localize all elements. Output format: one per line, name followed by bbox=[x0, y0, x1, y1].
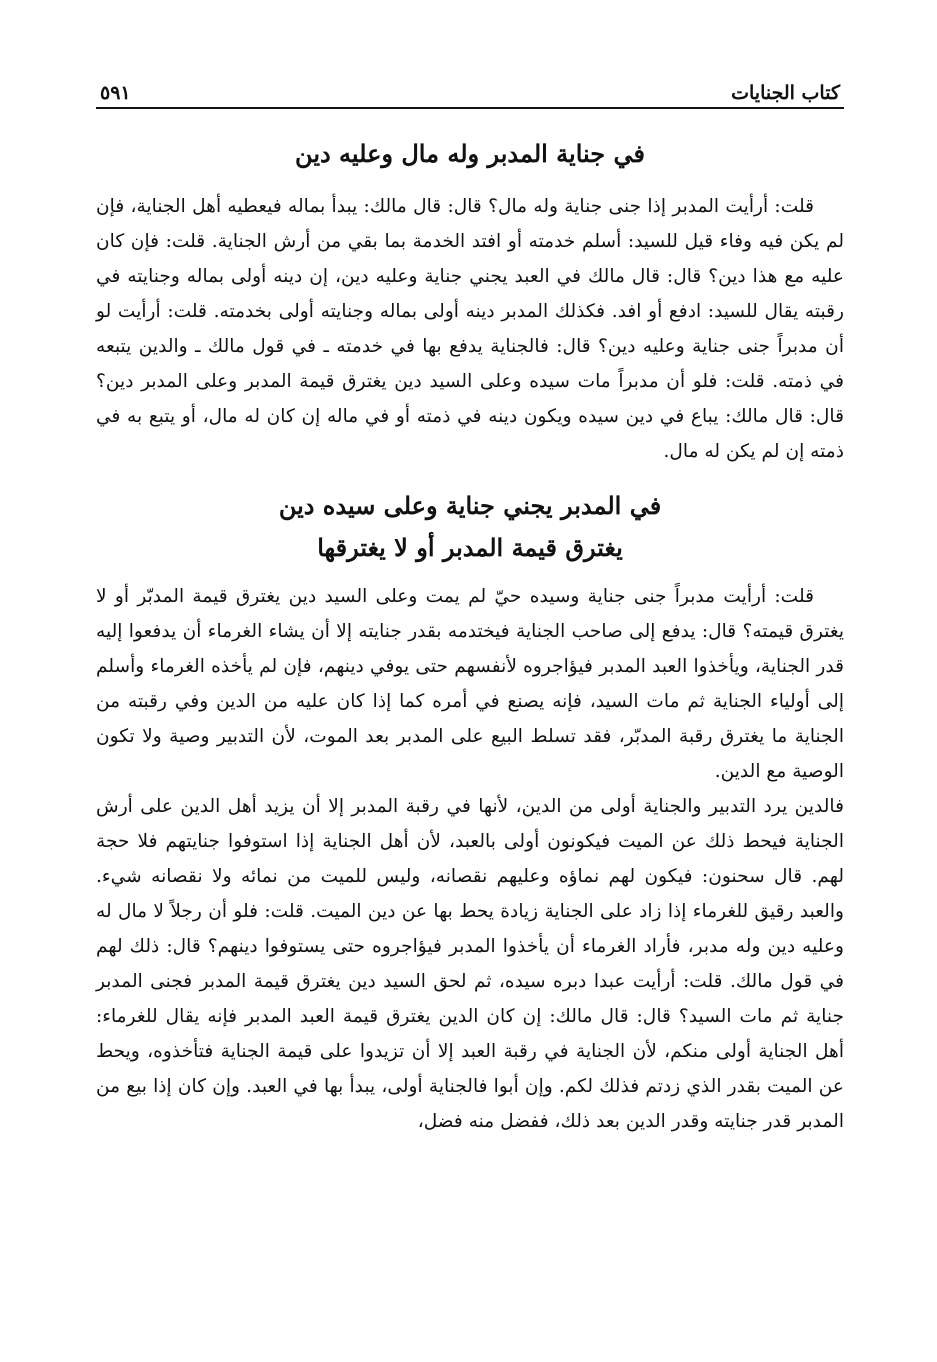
page-number: ٥٩١ bbox=[100, 82, 131, 104]
section-2-paragraph-1: قلت: أرأيت مدبراً جنى جناية وسيده حيّ لم يمت وعلى السيد دين يغترق قيمة المدبّر أو لا يغترق قيمته؟ قال: يدفع إلى صاحب الجناية فيختدمه بقدر جنايته إلا أن يشاء الغرماء أن يدفعوا إليه قدر الجناية، ويأخذوا العبد المدبر فيؤاجروه لأنفسهم حتى يوفي دينهم، فإن لم يأخذه الغرماء وأسلم إلى أولياء الجناية ثم مات السيد، فإنه يصنع في أمره كما إذا كان عليه من الدين وفي رقبته من الجناية ما يغترق رقبة المدبّر، فقد تسلط البيع على المدبر بعد الموت، لأن التدبير وصية ولا تكون الوصية مع الدين. bbox=[96, 586, 844, 782]
header-rule bbox=[96, 107, 844, 109]
running-header bbox=[96, 70, 844, 104]
section-heading-2-line-1: في المدبر يجني جناية وعلى سيده دين bbox=[278, 491, 662, 520]
section-heading-1: في جناية المدبر وله مال وعليه دين bbox=[295, 139, 645, 168]
book-title: كتاب الجنايات bbox=[731, 82, 840, 104]
section-heading-2-line-2: يغترق قيمة المدبر أو لا يغترقها bbox=[317, 533, 623, 562]
section-2-paragraph-2: فالدين يرد التدبير والجناية أولى من الدين، لأنها في رقبة المدبر إلا أن يزيد أهل الدين على أرش الجناية فيحط ذلك عن الميت فيكونون أولى بالعبد، لأن أهل الجناية إذا استوفوا جنايتهم فلا حجة لهم. قال سحنون: فيكون لهم نماؤه وعليهم نقصانه، وليس للميت من نمائه ولا نقصانه شيء. والعبد رقيق للغرماء إذا زاد على الجناية زيادة يحط بها عن دين الميت. قلت: فلو أن رجلاً لا مال له وعليه دين وله مدبر، فأراد الغرماء أن يأخذوا المدبر فيؤاجروه حتى يستوفوا دينهم؟ قال: ذلك لهم في قول مالك. قلت: أرأيت عبدا دبره سيده، ثم لحق السيد دين يغترق قيمة المدبر فجنى المدبر جناية ثم مات السيد؟ قال: قال مالك: إن كان الدين يغترق قيمة العبد المدبر فإنه يقال للغرماء: أهل الجناية أولى منكم، لأن الجناية في رقبة العبد إلا أن تزيدوا على قيمة الجناية فتأخذوه، ويحط عن الميت بقدر الذي زدتم فذلك لكم. وإن أبوا فالجناية أولى، يبدأ بها في العبد. وإن كان إذا بيع من المدبر قدر جنايته وقدر الدين بعد ذلك، ففضل منه فضل، bbox=[96, 796, 844, 1132]
book-page bbox=[96, 70, 844, 1139]
section-heading-2 bbox=[96, 485, 844, 569]
section-1-paragraph: قلت: أرأيت المدبر إذا جنى جناية وله مال؟ قال: قال مالك: يبدأ بماله فيعطيه أهل الجناية، فإن لم يكن فيه وفاء قيل للسيد: أسلم خدمته أو افتد الخدمة بما بقي من أرش الجناية. قلت: فإن كان عليه مع هذا دين؟ قال: قال مالك في العبد يجني جناية وعليه دين، إن دينه أولى بماله وجنايته في رقبته يقال للسيد: ادفع أو افد. فكذلك المدبر دينه أولى بماله وجنايته أولى بخدمته. قلت: أرأيت لو أن مدبراً جنى جناية وعليه دين؟ قال: فالجناية يدفع بها في خدمته ـ في قول مالك ـ والدين يتبعه في ذمته. قلت: فلو أن مدبراً مات سيده وعلى السيد دين يغترق قيمة المدبر وعلى المدبر دين؟ قال: قال مالك: يباع في دين سيده ويكون دينه في ذمته أو في ماله إن كان له مال، أو يتبع به في ذمته إن لم يكن له مال. bbox=[96, 196, 844, 462]
